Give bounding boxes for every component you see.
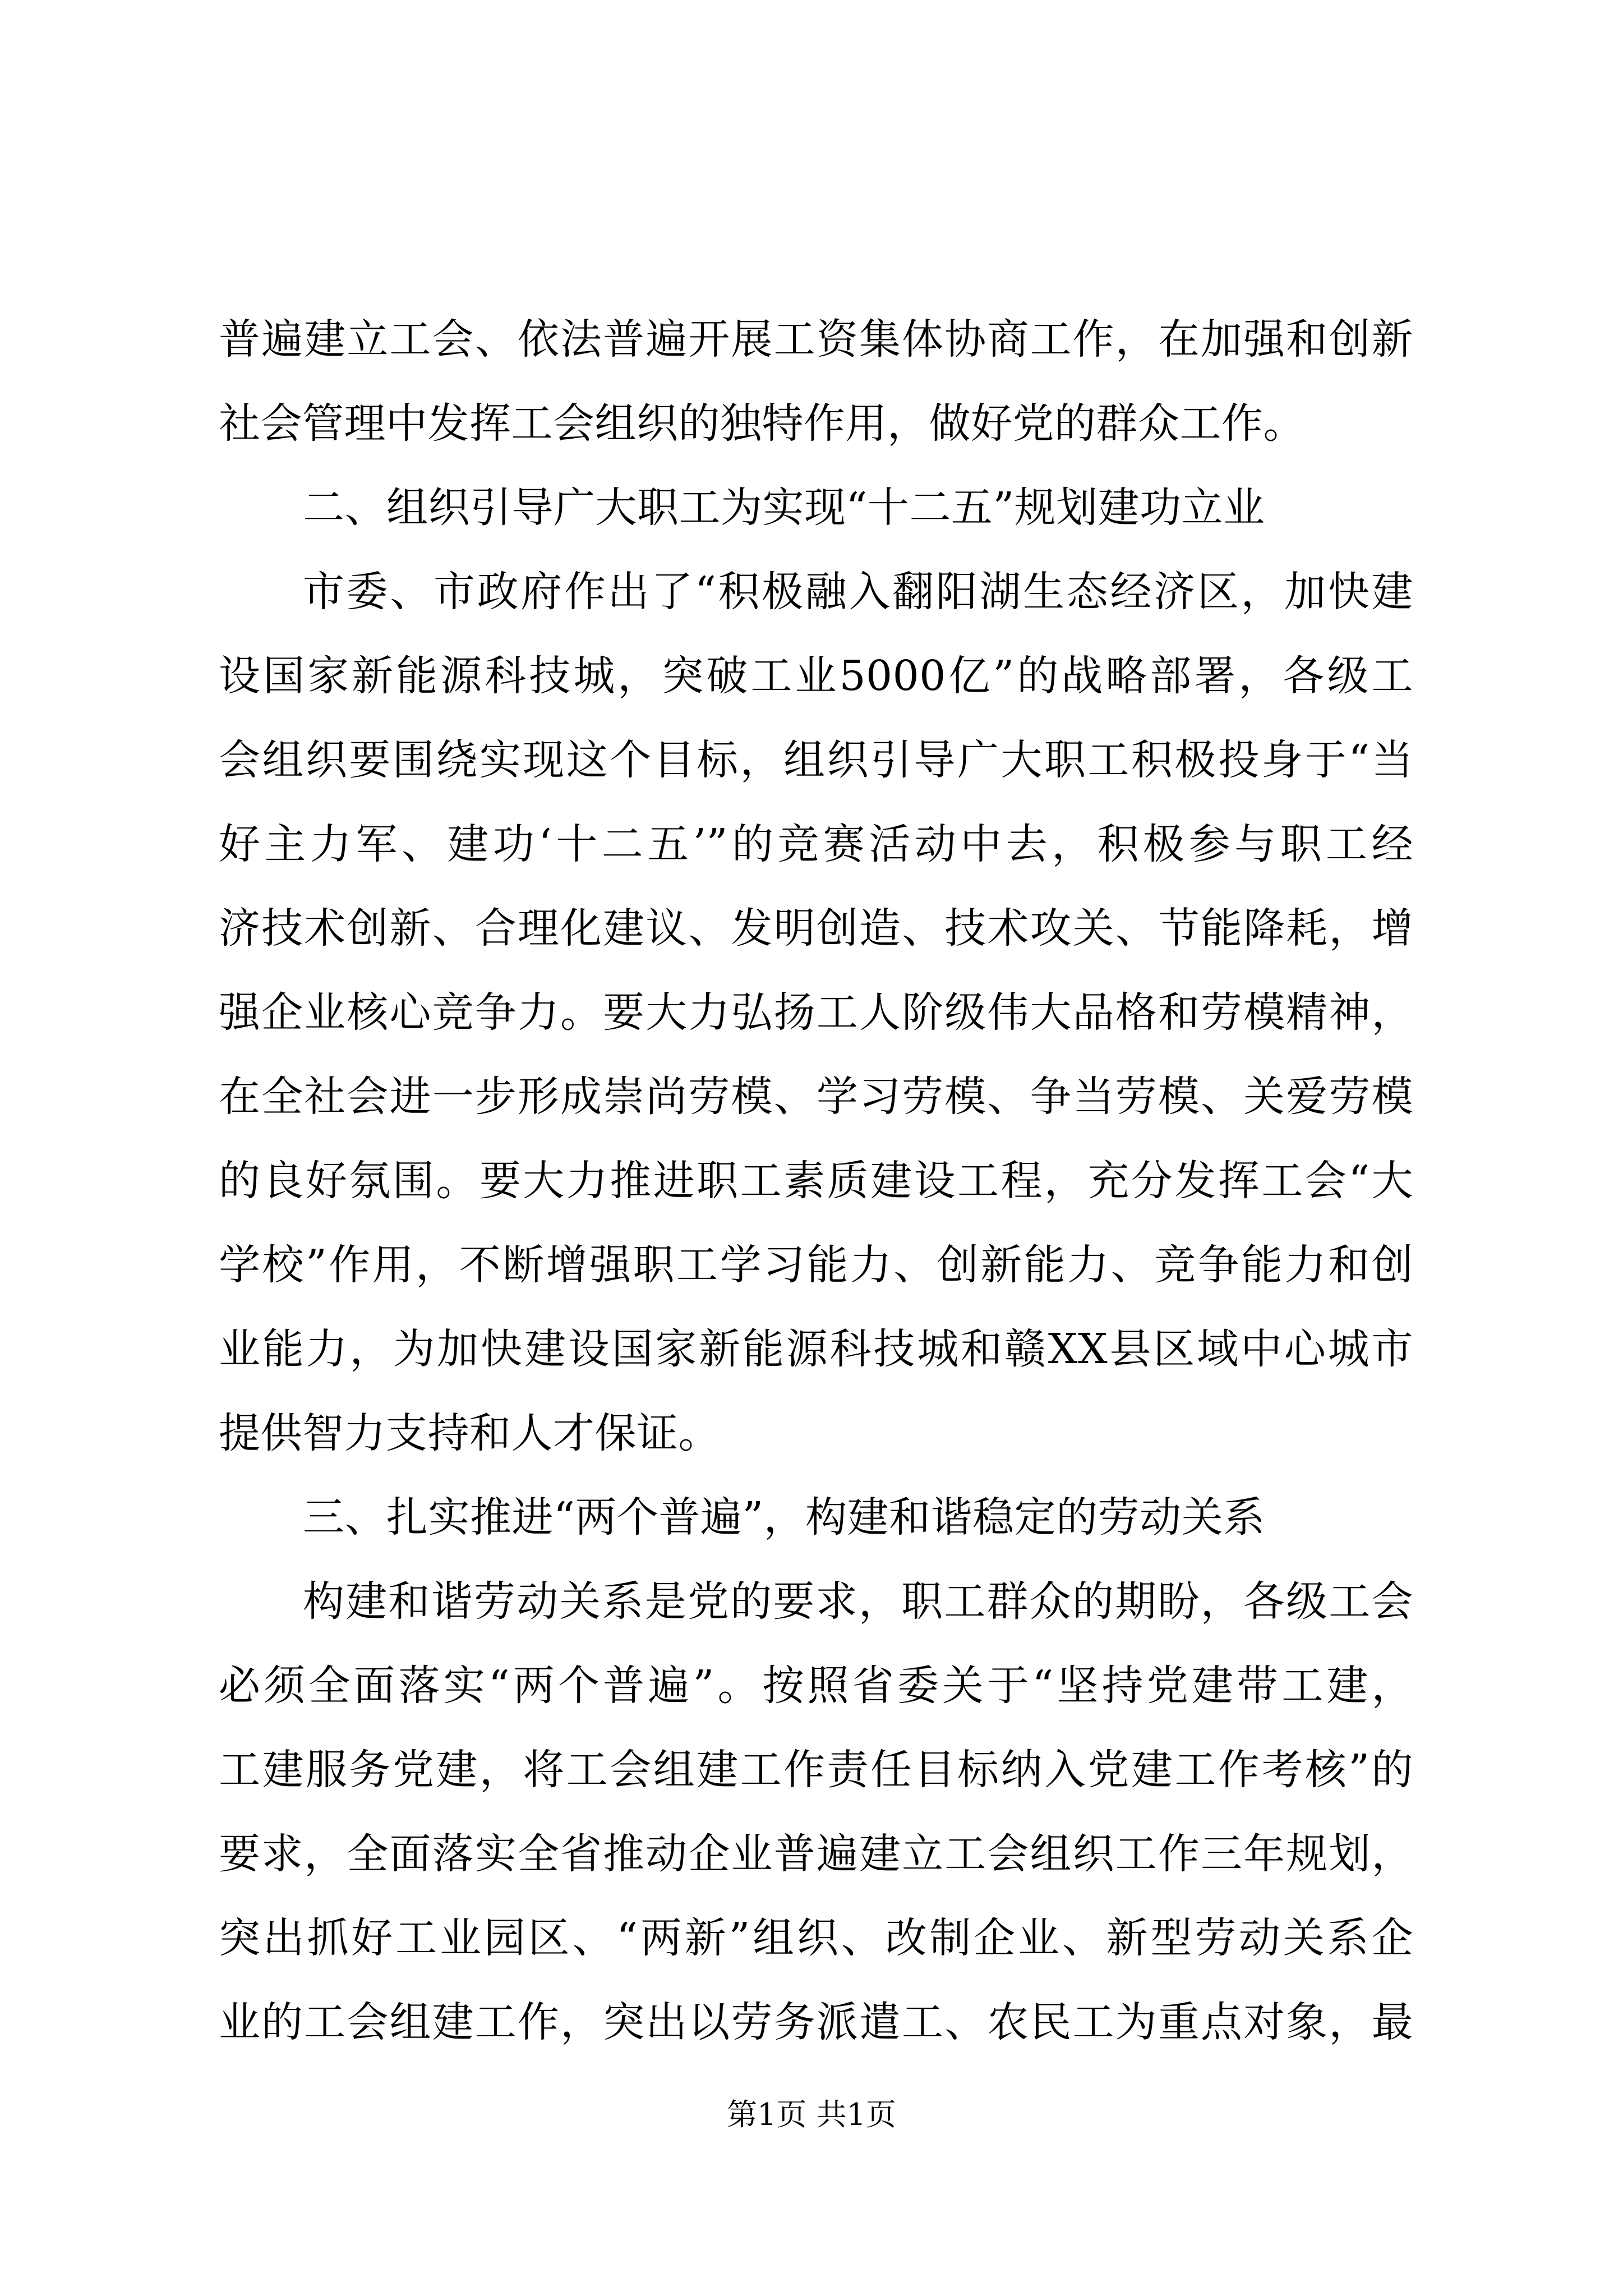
text-line: 济技术创新、合理化建议、发明创造、技术攻关、节能降耗，增 (219, 904, 1413, 953)
text-line: 社会管理中发挥工会组织的独特作用，做好党的群众工作。 (219, 399, 1305, 448)
text-line: 会组织要围绕实现这个目标，组织引导广大职工积极投身于“当 (219, 736, 1413, 784)
text-line: 强企业核心竞争力。要大力弘扬工人阶级伟大品格和劳模精神， (219, 988, 1413, 1037)
body-text (219, 297, 1413, 2064)
text-line: 市委、市政府作出了“积极融入翻阳湖生态经济区，加快建 (303, 568, 1413, 616)
text-line: 突出抓好工业园区、“两新”组织、改制企业、新型劳动关系企 (219, 1914, 1413, 1962)
text-line: 学校”作用，不断增强职工学习能力、创新能力、竞争能力和创 (219, 1241, 1413, 1289)
text-line: 提供智力支持和人才保证。 (219, 1409, 720, 1457)
page-number-footer: 第1页 共1页 (727, 2097, 896, 2132)
text-line: 必须全面落实“两个普遍”。按照省委关于“坚持党建带工建， (219, 1662, 1413, 1710)
text-line: 好主力军、建功‘十二五’”的竞赛活动中去，积极参与职工经 (219, 820, 1413, 868)
text-line: 设国家新能源科技城，突破工业5000亿”的战略部署，各级工 (219, 652, 1413, 700)
text-line: 工建服务党建，将工会组建工作责任目标纳入党建工作考核”的 (219, 1746, 1413, 1794)
text-line: 的良好氛围。要大力推进职工素质建设工程，充分发挥工会“大 (219, 1157, 1413, 1205)
section-heading: 二、组织引导广大职工为实现“十二五”规划建功立业 (303, 484, 1265, 532)
text-line: 要求，全面落实全省推动企业普遍建立工会组织工作三年规划， (219, 1830, 1413, 1878)
section-heading: 三、扎实推进“两个普遍”，构建和谐稳定的劳动关系 (303, 1493, 1265, 1542)
text-line: 业能力，为加快建设国家新能源科技城和赣XX县区域中心城市 (219, 1325, 1413, 1373)
text-line: 普遍建立工会、依法普遍开展工资集体协商工作，在加强和创新 (219, 315, 1413, 364)
text-line: 构建和谐劳动关系是党的要求，职工群众的期盼，各级工会 (303, 1577, 1413, 1626)
text-line: 业的工会组建工作，突出以劳务派遣工、农民工为重点对象，最 (219, 1998, 1413, 2046)
text-line: 在全社会进一步形成崇尚劳模、学习劳模、争当劳模、关爱劳模 (219, 1073, 1413, 1121)
